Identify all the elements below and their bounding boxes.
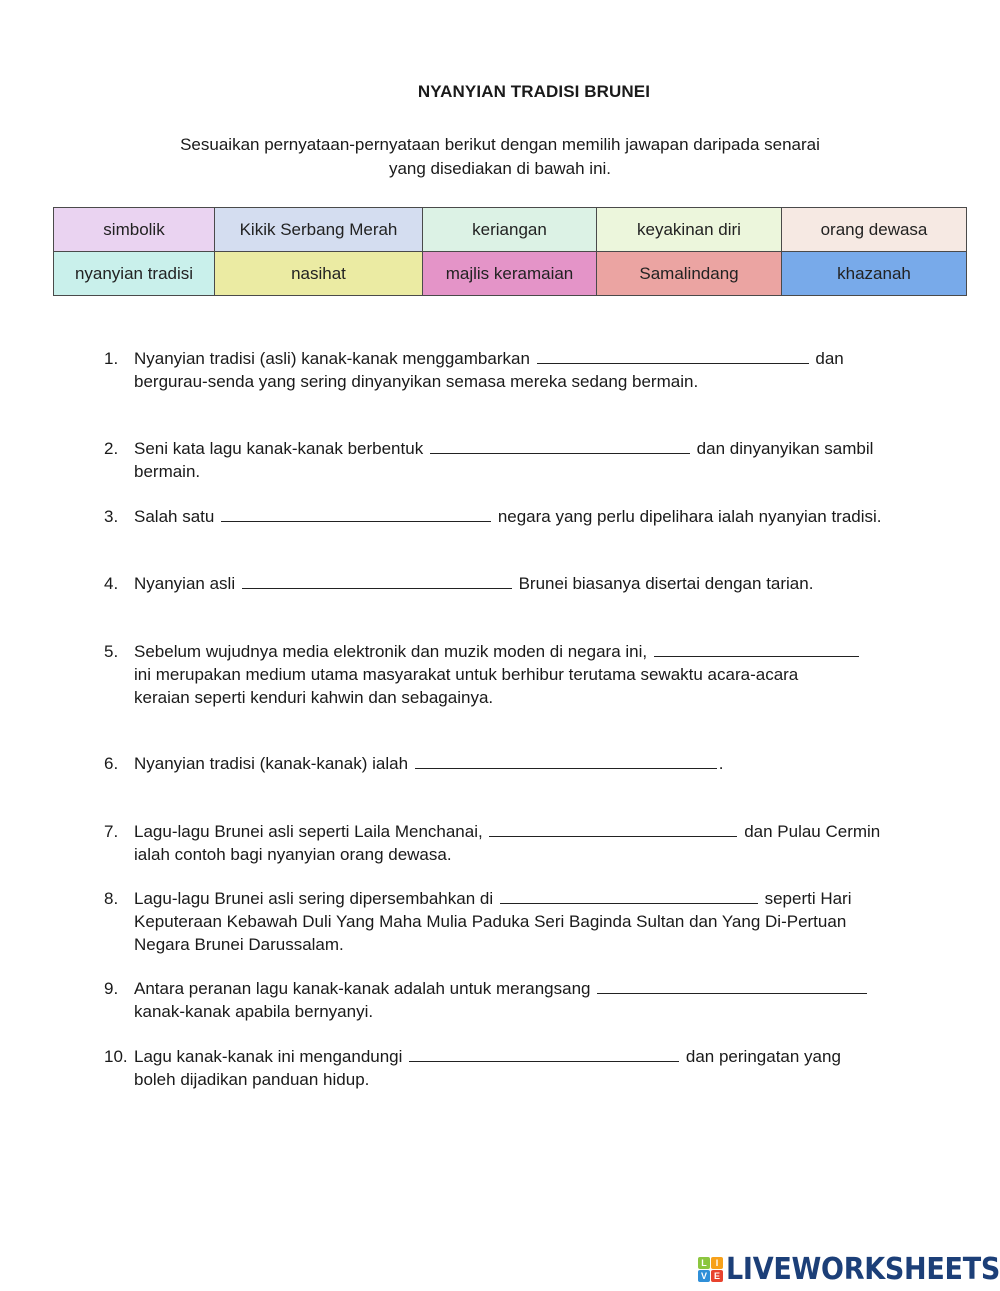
liveworksheets-logo xyxy=(698,1251,1000,1287)
answer-blank-7[interactable] xyxy=(489,821,737,837)
question-7 xyxy=(104,820,964,866)
question-text: keraian seperti kenduri kahwin dan sebagainya. xyxy=(134,688,494,707)
question-6 xyxy=(104,752,964,775)
question-text: kanak-kanak apabila bernyanyi. xyxy=(134,1002,374,1021)
word-option[interactable]: orang dewasa xyxy=(782,208,967,252)
word-option[interactable]: khazanah xyxy=(782,252,967,296)
question-text: Nyanyian asli xyxy=(134,574,236,593)
word-option[interactable]: nasihat xyxy=(215,252,423,296)
question-number: 1. xyxy=(104,349,119,368)
question-4 xyxy=(104,572,964,595)
word-option[interactable]: Kikik Serbang Merah xyxy=(215,208,423,252)
worksheet-title: NYANYIAN TRADISI BRUNEI xyxy=(417,82,651,101)
question-text: Seni kata lagu kanak-kanak berbentuk xyxy=(134,439,424,458)
question-text: dan xyxy=(815,349,844,368)
question-number: 8. xyxy=(104,889,119,908)
question-text: ini merupakan medium utama masyarakat untuk berhibur terutama sewaktu acara-acara xyxy=(134,665,799,684)
question-text: negara yang perlu dipelihara ialah nyanyian tradisi. xyxy=(497,507,882,526)
question-text: Sebelum wujudnya media elektronik dan muzik moden di negara ini, xyxy=(134,642,648,661)
answer-blank-10[interactable] xyxy=(409,1046,679,1062)
question-number: 7. xyxy=(104,822,119,841)
instructions xyxy=(0,133,1000,181)
answer-blank-2[interactable] xyxy=(430,438,690,454)
question-text: dan Pulau Cermin xyxy=(744,822,881,841)
question-10 xyxy=(104,1045,964,1091)
question-8 xyxy=(104,887,964,956)
question-text: dan dinyanyikan sambil xyxy=(696,439,874,458)
question-number: 9. xyxy=(104,979,119,998)
question-2 xyxy=(104,437,964,483)
logo-tile: L xyxy=(698,1257,710,1269)
answer-blank-4[interactable] xyxy=(242,573,512,589)
answer-blank-1[interactable] xyxy=(537,348,809,364)
question-text: Lagu-lagu Brunei asli seperti Laila Menchanai, xyxy=(134,822,483,841)
question-text: seperti Hari xyxy=(764,889,852,908)
word-option[interactable]: simbolik xyxy=(54,208,215,252)
word-option[interactable]: keriangan xyxy=(423,208,597,252)
logo-tile: E xyxy=(711,1270,723,1282)
live-tiles-icon xyxy=(698,1257,723,1282)
answer-blank-3[interactable] xyxy=(221,506,491,522)
question-3 xyxy=(104,505,964,528)
question-text: Lagu-lagu Brunei asli sering dipersembahkan di xyxy=(134,889,494,908)
question-text: boleh dijadikan panduan hidup. xyxy=(134,1070,370,1089)
question-text: Nyanyian tradisi (kanak-kanak) ialah xyxy=(134,754,409,773)
logo-tile: V xyxy=(698,1270,710,1282)
word-option[interactable]: Samalindang xyxy=(597,252,782,296)
question-number: 2. xyxy=(104,439,119,458)
answer-blank-6[interactable] xyxy=(415,753,717,769)
question-text: Nyanyian tradisi (asli) kanak-kanak menggambarkan xyxy=(134,349,530,368)
answer-blank-5[interactable] xyxy=(654,641,859,657)
question-text: dan peringatan yang xyxy=(685,1047,841,1066)
question-text: . xyxy=(718,754,724,773)
question-number: 10. xyxy=(104,1047,128,1066)
word-option[interactable]: nyanyian tradisi xyxy=(54,252,215,296)
question-number: 6. xyxy=(104,754,119,773)
question-number: 4. xyxy=(104,574,119,593)
question-text: ialah contoh bagi nyanyian orang dewasa. xyxy=(134,845,452,864)
question-text: Antara peranan lagu kanak-kanak adalah untuk merangsang xyxy=(134,979,591,998)
question-text: bermain. xyxy=(134,462,201,481)
word-bank-table xyxy=(53,207,967,296)
question-1 xyxy=(104,347,964,393)
question-5 xyxy=(104,640,964,709)
logo-text: LIVEWORKSHEETS xyxy=(726,1251,1000,1287)
question-text: Negara Brunei Darussalam. xyxy=(134,935,344,954)
word-option[interactable]: majlis keramaian xyxy=(423,252,597,296)
instructions-line-2: yang disediakan di bawah ini. xyxy=(388,159,612,178)
question-9 xyxy=(104,977,964,1023)
answer-blank-9[interactable] xyxy=(597,978,867,994)
question-text: Keputeraan Kebawah Duli Yang Maha Mulia Paduka Seri Baginda Sultan dan Yang Di-Pertuan xyxy=(134,912,847,931)
question-number: 5. xyxy=(104,642,119,661)
question-text: bergurau-senda yang sering dinyanyikan semasa mereka sedang bermain. xyxy=(134,372,699,391)
question-number: 3. xyxy=(104,507,119,526)
question-text: Salah satu xyxy=(134,507,215,526)
question-text: Brunei biasanya disertai dengan tarian. xyxy=(518,574,814,593)
logo-tile: I xyxy=(711,1257,723,1269)
instructions-line-1: Sesuaikan pernyataan-pernyataan berikut dengan memilih jawapan daripada senarai xyxy=(180,135,820,154)
word-bank-row-2 xyxy=(54,252,967,296)
answer-blank-8[interactable] xyxy=(500,888,758,904)
question-text: Lagu kanak-kanak ini mengandungi xyxy=(134,1047,403,1066)
word-option[interactable]: keyakinan diri xyxy=(597,208,782,252)
word-bank-row-1 xyxy=(54,208,967,252)
